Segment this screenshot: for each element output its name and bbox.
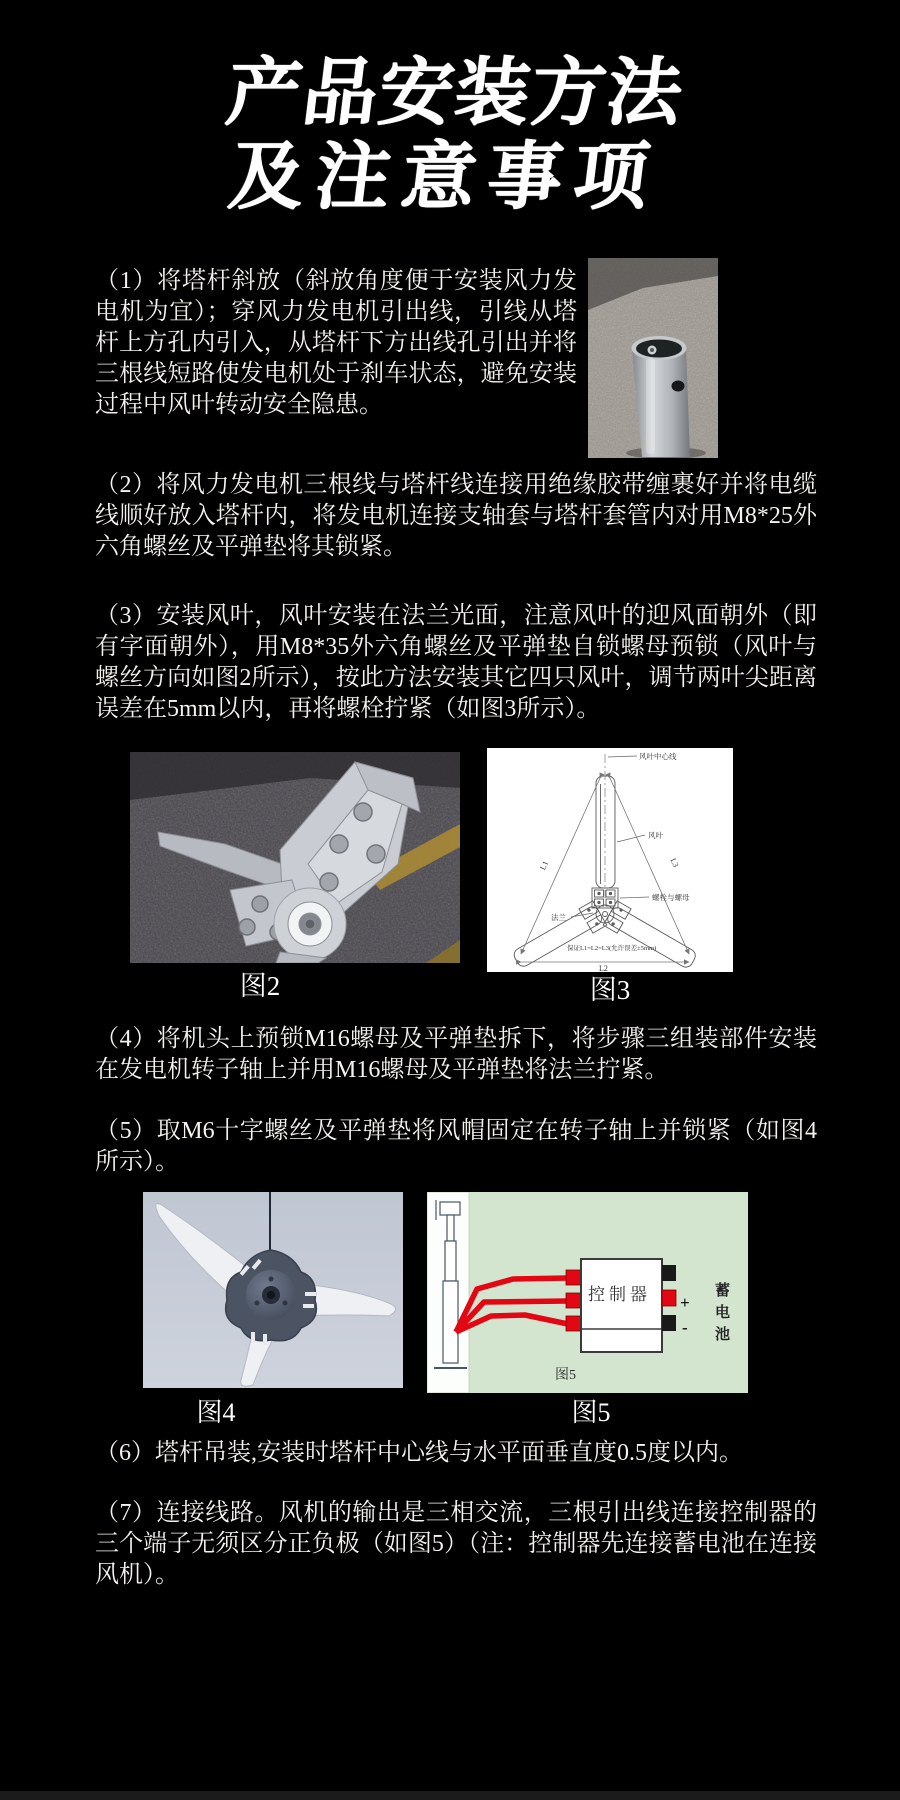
step-5-text: （5）取M6十字螺丝及平弹垫将风帽固定在转子轴上并锁紧（如图4所示）。	[95, 1118, 817, 1175]
figure-4-image-svg	[143, 1192, 403, 1388]
battery-terminal-minus	[662, 1315, 676, 1331]
minus-label: -	[682, 1318, 688, 1337]
figure-2-photo	[130, 752, 460, 963]
tower-pole-photo-svg	[588, 258, 718, 458]
step-6-text: （6）塔杆吊装,安装时塔杆中心线与水平面垂直度0.5度以内。	[95, 1440, 743, 1466]
figure-2-caption: 图2	[239, 971, 281, 1001]
label-centerline: 风叶中心线	[639, 752, 677, 761]
battery-label: 蓄电池	[713, 1282, 729, 1348]
step-4-text: （4）将机头上预锁M16螺母及平弹垫拆下，将步骤三组装部件安装在发电机转子轴上并用M16螺母及平弹垫将法兰拧紧。	[95, 1026, 817, 1083]
step-1-text: （1）将塔杆斜放（斜放角度便于安装风力发电机为宜）；穿风力发电机引出线，引线从塔杆上方孔内引入，从塔杆下方出线孔引出并将三根线短路使发电机处于刹车状态，避免安装过程中风叶转动安全隐患。	[95, 268, 577, 418]
figure-5-diagram	[427, 1192, 748, 1393]
plus-label: +	[680, 1293, 690, 1312]
title-line-1: 产品安装方法	[222, 51, 689, 134]
figure-3-caption: 图3	[589, 975, 631, 1005]
battery-terminal-top	[662, 1265, 676, 1281]
label-l3: L3	[668, 856, 681, 869]
label-note: 保证L1=L2=L3(允许误差±5mm)	[567, 945, 657, 952]
label-l1: L1	[538, 859, 551, 872]
tower-pole-photo	[588, 258, 718, 458]
controller-input-terminals	[566, 1270, 581, 1331]
controller-box	[581, 1259, 662, 1352]
label-flange: 法兰	[551, 913, 566, 922]
figure-4-caption: 图4	[196, 1398, 236, 1427]
label-bolt-nut: 螺栓与螺母	[652, 893, 690, 902]
label-blade: 风叶	[648, 831, 663, 840]
bottom-divider	[0, 1791, 900, 1800]
figure-3-diagram	[487, 748, 733, 972]
step-7-text: （7）连接线路。风机的输出是三相交流，三根引出线连接控制器的三个端子无须区分正负极（如图5）（注：控制器先连接蓄电池在连接风机）。	[95, 1500, 817, 1588]
controller-label: 控制器	[588, 1285, 651, 1304]
title-line-2: 及注意事项	[224, 135, 665, 218]
figure-4-image	[143, 1192, 403, 1388]
battery-terminal-plus	[662, 1290, 676, 1306]
pole-side-hole	[672, 381, 685, 392]
figure-2-photo-svg	[130, 752, 460, 963]
page-title	[0, 50, 900, 218]
label-l2: L2	[599, 964, 608, 972]
figure-3-diagram-svg	[487, 748, 733, 972]
step-2-text: （2）将风力发电机三根线与塔杆线连接用绝缘胶带缠裹好并将电缆线顺好放入塔杆内，将发电机连接支轴套与塔杆套管内对用M8*25外六角螺丝及平弹垫将其锁紧。	[95, 472, 817, 560]
step-3-text: （3）安装风叶，风叶安装在法兰光面，注意风叶的迎风面朝外（即有字面朝外），用M8*35外六角螺丝及平弹垫自锁螺母预锁（风叶与螺丝方向如图2所示），按此方法安装其它四只风叶，调节两叶尖距离误差在5mm以内，再将螺栓拧紧（如图3所示）。	[95, 603, 817, 722]
figure-5-inner-caption: 图5	[555, 1368, 576, 1383]
figure-5-caption: 图5	[571, 1398, 611, 1427]
